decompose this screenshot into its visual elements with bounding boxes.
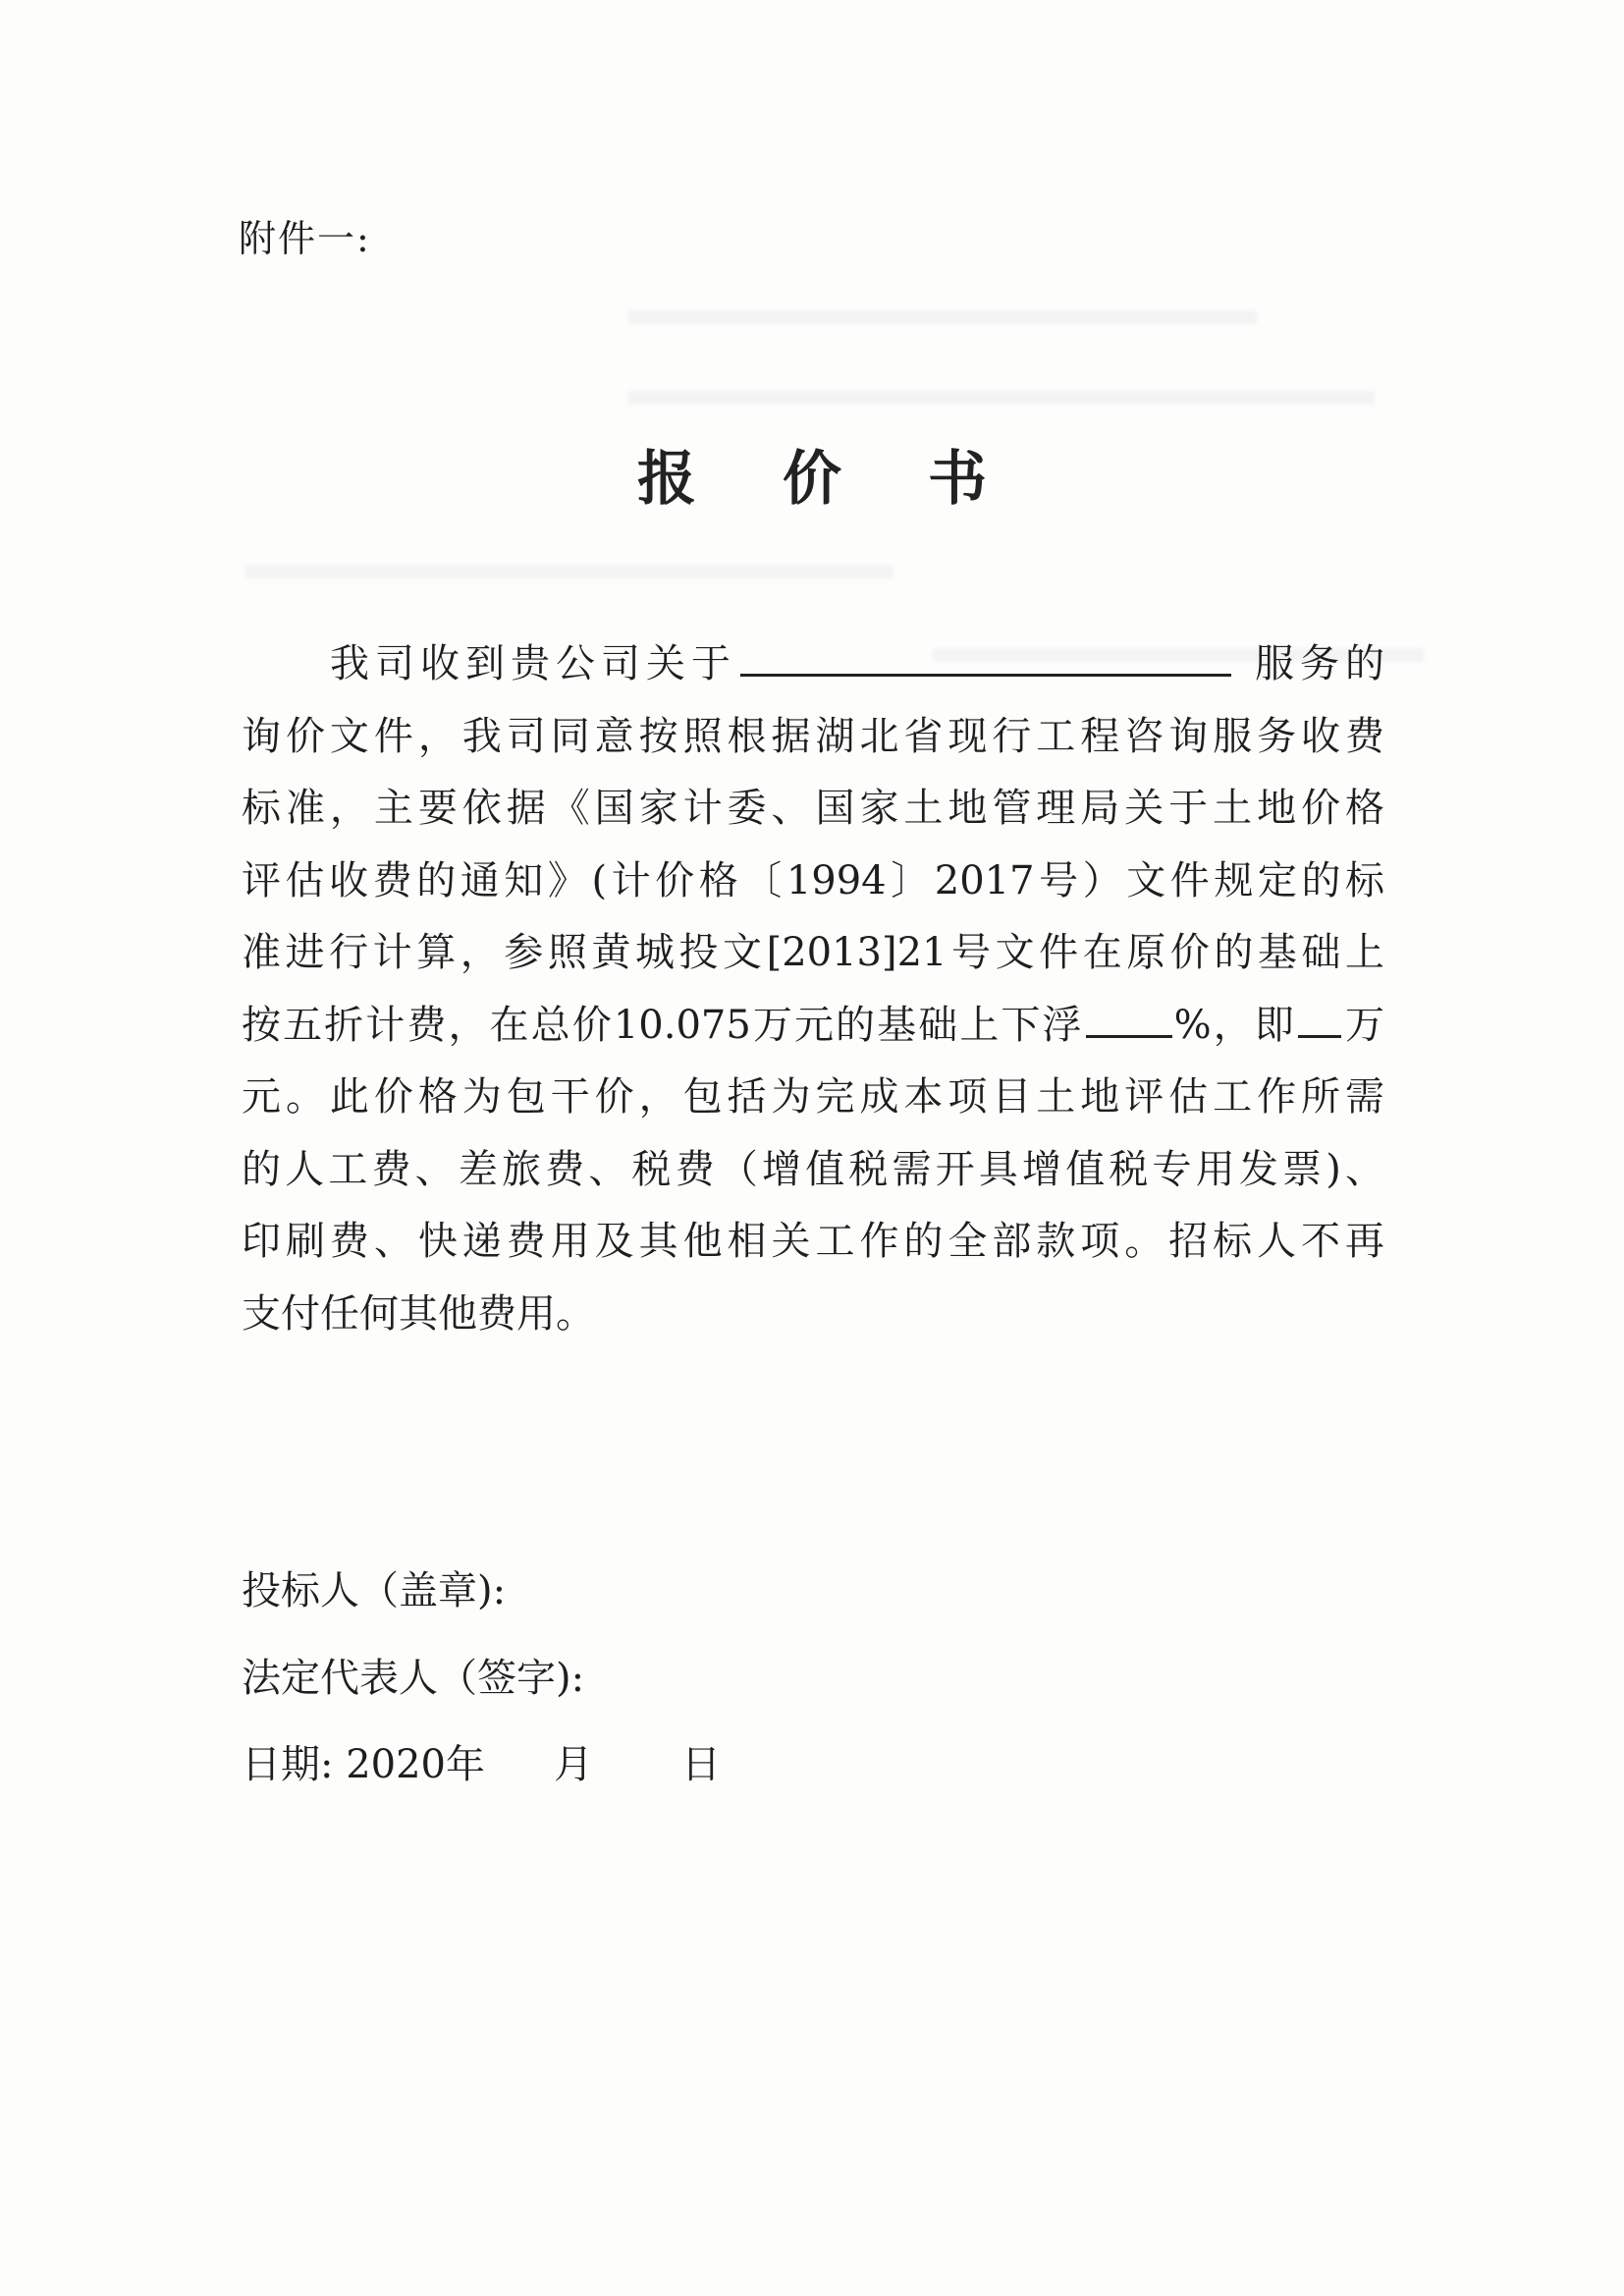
body-line-3: 标准，主要依据《国家计委、国家土地管理局关于土地价格 bbox=[242, 786, 1384, 831]
attachment-label: 附件一: bbox=[239, 217, 371, 260]
body-line-4: 评估收费的通知》(计价格〔1994〕2017号）文件规定的标 bbox=[242, 857, 1384, 903]
body-line-7: 元。此价格为包干价，包括为完成本项目土地评估工作所需 bbox=[242, 1074, 1384, 1120]
body-line-5: 准进行计算，参照黄城投文[2013]21号文件在原价的基础上 bbox=[242, 930, 1384, 975]
service-name-blank[interactable] bbox=[740, 638, 1231, 677]
legal-representative-signature-label: 法定代表人（签字): bbox=[242, 1656, 585, 1701]
body-line-6: 按五折计费，在总价10.075万元的基础上下浮 %，即 万 bbox=[242, 990, 1384, 1063]
body-line-2: 询价文件，我司同意按照根据湖北省现行工程咨询服务收费 bbox=[242, 713, 1384, 759]
quotation-body bbox=[242, 629, 1384, 1350]
document-title bbox=[0, 432, 1624, 517]
body-line-10: 支付任何其他费用。 bbox=[242, 1290, 595, 1337]
body-line-9: 印刷费、快递费用及其他相关工作的全部款项。招标人不再 bbox=[242, 1219, 1384, 1264]
discount-percent-blank[interactable] bbox=[1086, 1000, 1172, 1038]
body-line-8: 的人工费、差旅费、税费（增值税需开具增值税专用发票)、 bbox=[242, 1146, 1384, 1192]
date-line bbox=[242, 1733, 721, 1789]
date-year: 2020年 bbox=[346, 1742, 485, 1787]
show-through-artifact bbox=[628, 391, 1375, 405]
body-line-1: 我司收到贵公司关于 服务的 bbox=[242, 629, 1384, 701]
show-through-artifact bbox=[628, 310, 1257, 324]
title-char: 价 bbox=[783, 445, 841, 514]
show-through-artifact bbox=[245, 565, 893, 578]
date-day: 日 bbox=[681, 1742, 721, 1787]
bidder-seal-label: 投标人（盖章): bbox=[242, 1568, 507, 1613]
date-month: 月 bbox=[554, 1742, 593, 1787]
amount-blank[interactable] bbox=[1298, 1000, 1341, 1038]
date-label: 日期: bbox=[242, 1742, 334, 1787]
title-char: 书 bbox=[928, 445, 987, 514]
title-char: 报 bbox=[637, 445, 696, 514]
